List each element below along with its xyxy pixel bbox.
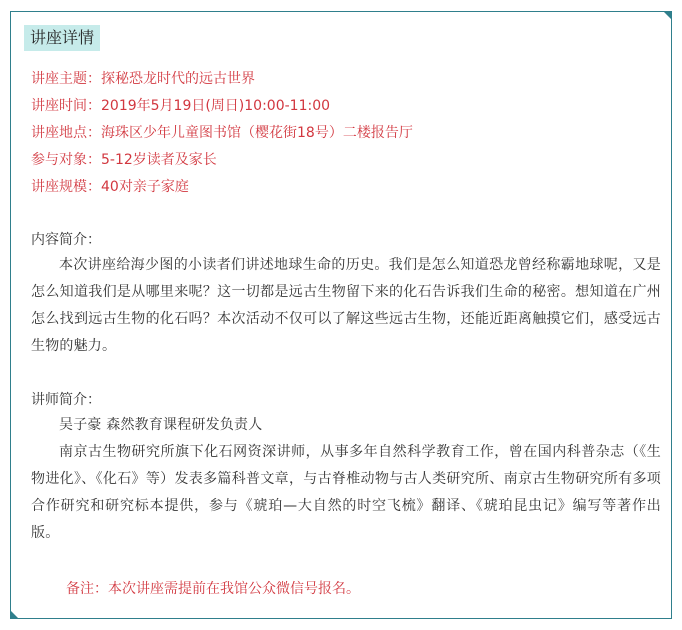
content-body: 本次讲座给海少图的小读者们讲述地球生命的历史。我们是怎么知道恐龙曾经称霸地球呢，又是怎么知道我们是从哪里来呢？这一切都是远古生物留下来的化石告诉我们生命的秘密。想知道在广州怎么找到远古生物的化石吗？本次活动不仅可以了解这些远古生物，还能近距离触摸它们，感受远古生物的魅力。 [31,257,661,354]
lecture-location: 讲座地点：海珠区少年儿童图书馆（樱花街18号）二楼报告厅 [31,125,413,141]
speaker-bio: 南京古生物研究所旗下化石网资深讲师，从事多年自然科学教育工作，曾在国内科普杂志（《生物进化》、《化石》等）发表多篇科普文章，与古脊椎动物与古人类研究所、南京古生物研究所有多项合作研究和研究标本提供，参与《琥珀—大自然的时空飞梳》翻译、《琥珀昆虫记》编写等著作出版。 [31,444,661,541]
corner-decoration [664,12,671,19]
speaker-heading: 讲师简介： [31,392,101,408]
content-section [31,228,661,360]
lecture-audience: 参与对象：5-12岁读者及家长 [31,152,217,168]
speaker-section [31,388,661,547]
lecture-time: 讲座时间：2019年5月19日(周日)10:00-11:00 [31,98,331,114]
content-heading: 内容简介： [31,232,101,248]
speaker-name-line: 吴子豪 森然教育课程研发负责人 [59,417,263,433]
section-title-badge: 讲座详情 [24,25,100,51]
lecture-info [31,66,651,201]
lecture-theme: 讲座主题：探秘恐龙时代的远古世界 [31,71,255,87]
lecture-scale: 讲座规模：40对亲子家庭 [31,179,189,195]
corner-decoration [11,611,18,618]
registration-note: 备注：本次讲座需提前在我馆公众微信号报名。 [66,581,360,597]
